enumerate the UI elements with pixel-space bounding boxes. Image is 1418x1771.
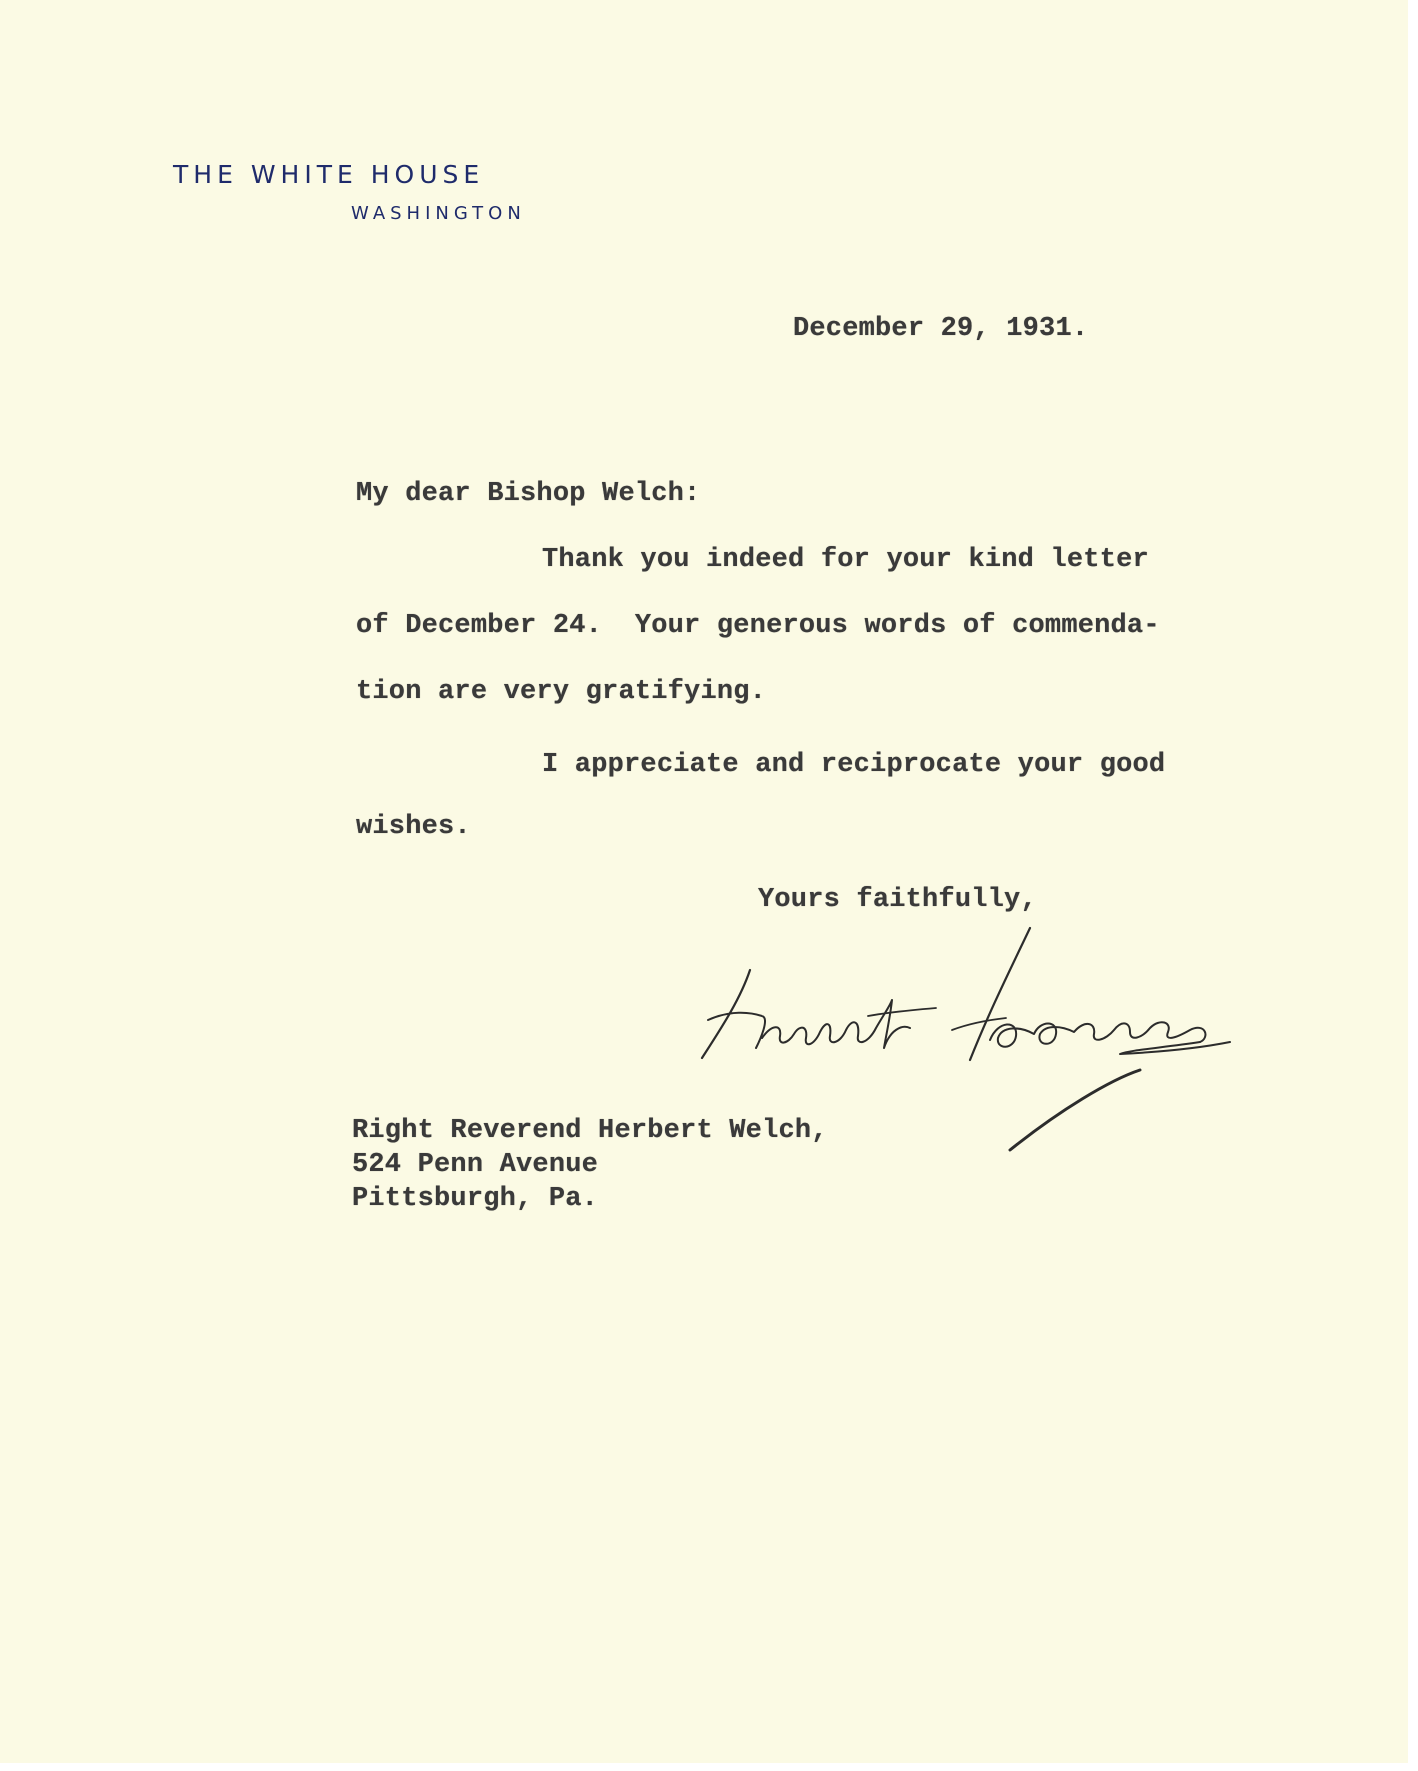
recipient-street: 524 Penn Avenue (352, 1150, 599, 1180)
salutation: My dear Bishop Welch: (356, 479, 701, 509)
scan-border-right (1408, 0, 1418, 1771)
body-paragraph-2-line-1: I appreciate and reciprocate your good (542, 750, 1166, 780)
closing: Yours faithfully, (758, 885, 1037, 915)
body-paragraph-1-line-1: Thank you indeed for your kind letter (542, 545, 1149, 575)
recipient-name: Right Reverend Herbert Welch, (352, 1116, 828, 1146)
recipient-city: Pittsburgh, Pa. (352, 1184, 599, 1214)
body-paragraph-1-line-3: tion are very gratifying. (356, 677, 767, 707)
letter-date: December 29, 1931. (793, 314, 1089, 344)
letterhead-title: THE WHITE HOUSE (173, 160, 485, 189)
scan-border-bottom (0, 1763, 1418, 1771)
letterhead-city: WASHINGTON (351, 203, 526, 224)
body-paragraph-2-line-2: wishes. (356, 812, 471, 842)
body-paragraph-1-line-2: of December 24. Your generous words of commenda- (356, 611, 1160, 641)
